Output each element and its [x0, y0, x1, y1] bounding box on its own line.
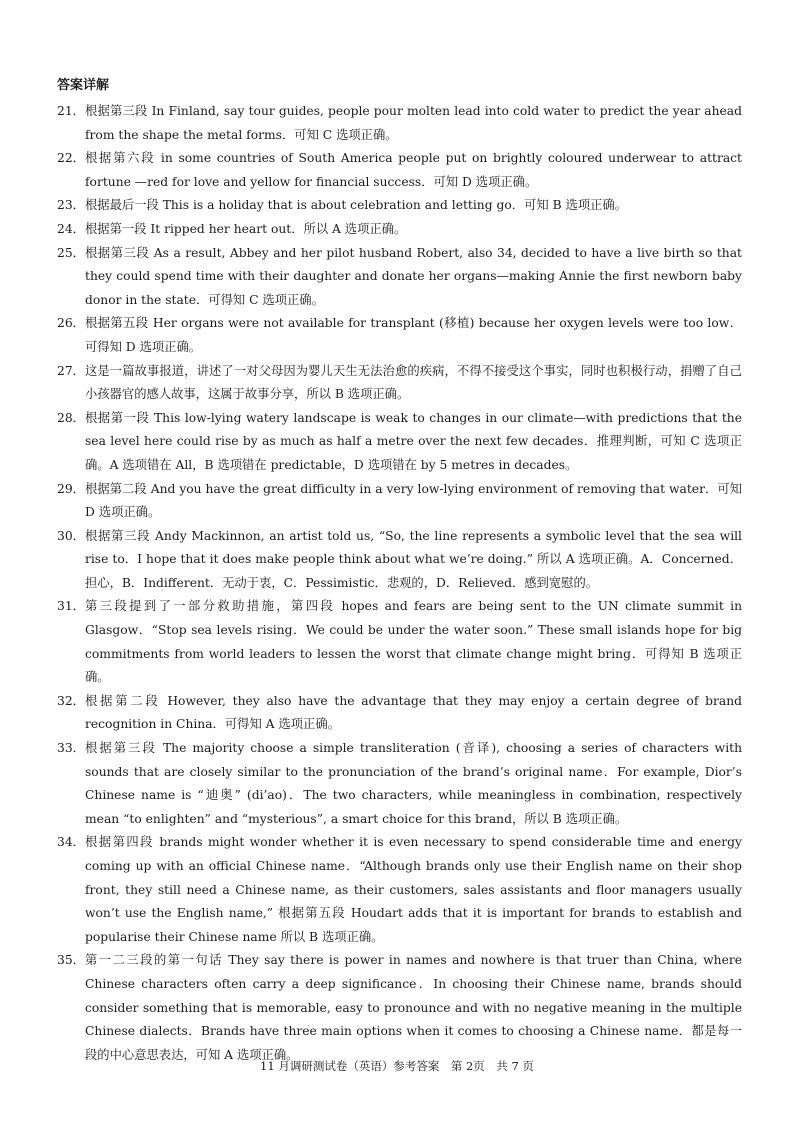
answer-explanation: 根据第二段 And you have the great difficulty in a very low-lying environment of removing that water．可知 D 选项正确。	[85, 481, 742, 520]
answer-item-31	[57, 595, 742, 689]
question-number: 21．	[57, 104, 85, 118]
page-footer: 11 月调研测试卷（英语）参考答案 第 2页 共 7 页	[260, 1059, 534, 1073]
answer-item-21	[57, 100, 742, 147]
answer-explanation: 这是一篇故事报道，讲述了一对父母因为婴儿天生无法治愈的疾病，不得不接受这个事实，同时也积极行动，捐赠了自己小孩器官的感人故事，这属于故事分享，所以 B 选项正确。	[85, 363, 742, 402]
answer-explanation: 根据第三段 The majority choose a simple transliteration (音译), choosing a series of characters with sounds that are closely similar to the pronunciation of the brand’s original name．For example, Dior’s Chinese name is “迪奥” (di’ao)．The two characters, while meaningless in combination, respectively mean “to enlighten” and “mysterious”, a smart choice for this brand，所以 B 选项正确。	[85, 741, 742, 826]
question-number: 35．	[57, 953, 85, 968]
question-number: 24．	[57, 221, 85, 236]
answer-item-23	[57, 194, 742, 218]
answer-list	[57, 100, 742, 1067]
answer-explanation: 根据第一段 It ripped her heart out．所以 A 选项正确。	[85, 221, 407, 236]
answer-explanation: 根据第四段 brands might wonder whether it is even necessary to spend considerable time and energy coming up with an official Chinese name．“Although brands only use their English name on their shop front, they still need a Chinese name, as their customers, sales assistants and floor managers usually won’t use the English name,” 根据第五段 Houdart adds that it is important for brands to establish and popularise their Chinese name 所以 B 选项正确。	[85, 835, 742, 944]
answer-explanation: 根据第三段 In Finland, say tour guides, people pour molten lead into cold water to predict the year ahead from the shape the metal forms．可知 C 选项正确。	[85, 104, 742, 142]
answer-explanation: 根据第二段 However, they also have the advantage that they may enjoy a certain degree of brand recognition in China．可得知 A 选项正确。	[85, 693, 742, 732]
answer-item-34	[57, 831, 742, 949]
answer-explanation: 根据第三段 Andy Mackinnon, an artist told us, “So, the line represents a symbolic level that the sea will rise to．I hope that it does make people think about what we’re doing.” 所以 A 选项正确。A．Concerned．担心，B．Indifferent．无动于衷，C．Pessimistic．悲观的，D．Relieved．感到宽慰的。	[85, 528, 742, 590]
answer-explanation: 根据第六段 in some countries of South America people put on brightly coloured underwear to attract fortune —red for love and yellow for financial success．可知 D 选项正确。	[85, 151, 742, 189]
question-number: 25．	[57, 245, 85, 260]
question-number: 30．	[57, 528, 85, 543]
section-heading: 答案详解	[57, 78, 110, 93]
question-number: 23．	[57, 198, 85, 213]
answer-item-29	[57, 478, 742, 525]
answer-item-27	[57, 360, 742, 407]
question-number: 31．	[57, 599, 85, 614]
answer-item-33	[57, 737, 742, 831]
question-number: 22．	[57, 151, 85, 166]
question-number: 26．	[57, 316, 85, 331]
answer-item-22	[57, 147, 742, 194]
answer-explanation: 第三段提到了一部分救助措施，第四段 hopes and fears are being sent to the UN climate summit in Glasgow．“Stop sea levels rising．We could be under the water soon.” These small islands hope for big commitments from world leaders to lessen the worst that climate change might bring．可得知 B 选项正确。	[85, 599, 742, 685]
answer-item-24	[57, 218, 742, 242]
answer-explanation: 根据最后一段 This is a holiday that is about celebration and letting go．可知 B 选项正确。	[85, 198, 628, 213]
question-number: 28．	[57, 410, 85, 425]
answer-explanation: 第一二三段的第一句话 They say there is power in names and nowhere is that truer than China, where Chinese characters often carry a deep significance．In choosing their Chinese name, brands should consider something that is memorable, easy to pronounce and with no negative meaning in the multiple Chinese dialects．Brands have three main options when it comes to choosing a Chinese name．都是每一段的中心意思表达，可知 A 选项正确。	[85, 953, 742, 1062]
question-number: 29．	[57, 481, 85, 496]
question-number: 34．	[57, 835, 85, 850]
answer-explanation: 根据第三段 As a result, Abbey and her pilot husband Robert, also 34, decided to have a live birth so that they could spend time with their daughter and donate her organs—making Annie the first newborn baby donor in the state．可得知 C 选项正确。	[85, 245, 742, 307]
question-number: 32．	[57, 693, 85, 708]
answer-explanation: 根据第一段 This low-lying watery landscape is weak to changes in our climate—with predictions that the sea level here could rise by as much as half a metre over the next few decades．推理判断，可知 C 选项正确。A 选项错在 All，B 选项错在 predictable，D 选项错在 by 5 metres in decades。	[85, 410, 742, 472]
answer-item-32	[57, 690, 742, 737]
question-number: 27．	[57, 363, 85, 378]
answer-item-28	[57, 407, 742, 478]
answer-item-35	[57, 949, 742, 1067]
answer-item-30	[57, 525, 742, 596]
answer-explanation: 根据第五段 Her organs were not available for transplant (移植) because her oxygen levels were too low．可得知 D 选项正确。	[85, 316, 742, 354]
question-number: 33．	[57, 741, 85, 756]
answer-item-26	[57, 312, 742, 359]
answer-item-25	[57, 242, 742, 313]
